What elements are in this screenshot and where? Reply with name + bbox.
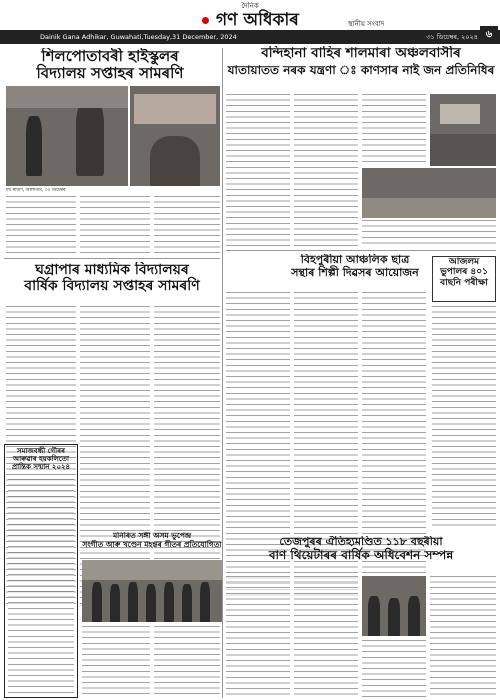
article-8-headline-line2: বাণ থিয়েটাৰৰ বাৰ্ষিক অধিবেশন সম্পন্ন (268, 547, 454, 562)
page-number-box (480, 26, 498, 44)
article-7-body-col2 (154, 626, 220, 698)
article-3-headline-line1: ঘগ্ৰাপাৰ মাধ্যমিক বিদ্যালয়ৰ (35, 262, 189, 278)
article-2-photo-2 (362, 168, 496, 218)
article-1-body-col1 (6, 196, 76, 256)
article-6-box (4, 444, 78, 698)
article-2-body-col2 (294, 94, 358, 246)
article-2-headline (226, 46, 496, 90)
article-8-photo (362, 576, 426, 636)
article-1-headline-line1: শিলপোতাবৰী হাইস্কুলৰ (41, 48, 179, 65)
article-7-headline-line2: সংগীত আৰু খণ্ডেন মহন্তৰ গীতৰ প্ৰতিযোগিতা (82, 539, 222, 549)
article-7-headline (82, 532, 222, 558)
masthead-title: গণ অধিকাৰ (216, 10, 299, 30)
section-rule (4, 258, 220, 259)
article-1-photo (6, 86, 128, 186)
article-5-headline-line1: আজলম (448, 257, 480, 267)
masthead-tagline: দৈনিক (241, 2, 259, 10)
edition-date: ৩১ ডিচেম্বৰ, ২০২৪ (426, 33, 478, 41)
article-2-photo (430, 94, 496, 166)
article-7-body-col1 (82, 626, 150, 698)
article-4-headline-line2: সন্থাৰ শিল্পী দিৱসৰ আয়োজন (291, 265, 419, 279)
edition-line: Dainik Gana Adhikar, Guwahati,Tuesday,31 December, 2024 (40, 33, 237, 41)
article-1-headline-line2: বিদ্যালয় সপ্তাহৰ সামৰণি (36, 64, 184, 83)
article-5-headline-line2: ভুপালৰ ৪০১ (440, 267, 488, 278)
article-2-body-col3 (362, 94, 426, 166)
masthead-logo (150, 2, 350, 30)
article-8-headline-line1: তেজপুৰৰ ঐতিহ্যমণ্ডিত ১১৮ বছৰীয়া (279, 536, 443, 548)
edition-bar (0, 30, 500, 44)
article-3-headline-line2: বাৰ্ষিক বিদ্যালয় সপ্তাহৰ সামৰণি (24, 278, 200, 295)
article-5-body (432, 306, 496, 530)
article-7-headline-line1: মনিৰিত সঙ্গী অসম ভুপেন্দ্ৰ (112, 532, 192, 540)
article-7-photo (82, 560, 222, 622)
article-8-body-col1 (226, 576, 290, 698)
article-6-headline-line2: আৰুৱাৰ হয়কলিতো (13, 454, 69, 464)
article-1-body-col3 (154, 196, 220, 256)
page-number: ৬ (485, 29, 493, 40)
article-8-body-col3 (362, 640, 426, 698)
column-rule (222, 48, 223, 698)
article-1-photo-2 (130, 86, 220, 186)
article-2-body-col4 (362, 220, 496, 246)
logo-dot-icon (202, 17, 209, 24)
section-rule-2 (226, 250, 496, 251)
article-6-headline-line3: প্ৰান্তিক সন্মান ২০২৪ (11, 462, 71, 472)
article-5-headline-line3: বাছনি পৰীক্ষা (440, 277, 488, 288)
article-1-headline (4, 48, 216, 84)
article-2-headline-line1: বন্দিহানা বাহিৰ শালমাৰা অঞ্চলবাসীৰ (261, 46, 461, 61)
article-4-headline-line1: বিহপুৰীয়া আঞ্চলিক ছাত্ৰ (300, 254, 410, 266)
article-8-body-col2 (294, 576, 358, 698)
section-label: স্থানীয় সংবাদ (348, 20, 385, 28)
article-2-headline-line2: যাতায়াতত নৰক যন্ত্ৰণা ঃ কাণসাৰ নাই জন প্ৰতিনিধিৰ (227, 62, 495, 77)
article-8-headline (226, 536, 496, 572)
article-2-body-col1 (226, 94, 290, 246)
article-6-body (8, 479, 74, 693)
article-6-headline-line1: সমাজবন্ধী গৌৰৰ (17, 446, 65, 455)
article-5-headline (432, 256, 496, 302)
article-4-headline (280, 254, 430, 288)
masthead-name (201, 10, 299, 30)
article-1-byline: দৰ্থ ৰাজ্যী, আলাগাম, ৩০ ডিচেম্বৰ (6, 188, 66, 193)
article-1-body-col2 (80, 196, 150, 256)
article-8-body-col4 (430, 576, 496, 698)
article-3-headline (4, 262, 220, 302)
